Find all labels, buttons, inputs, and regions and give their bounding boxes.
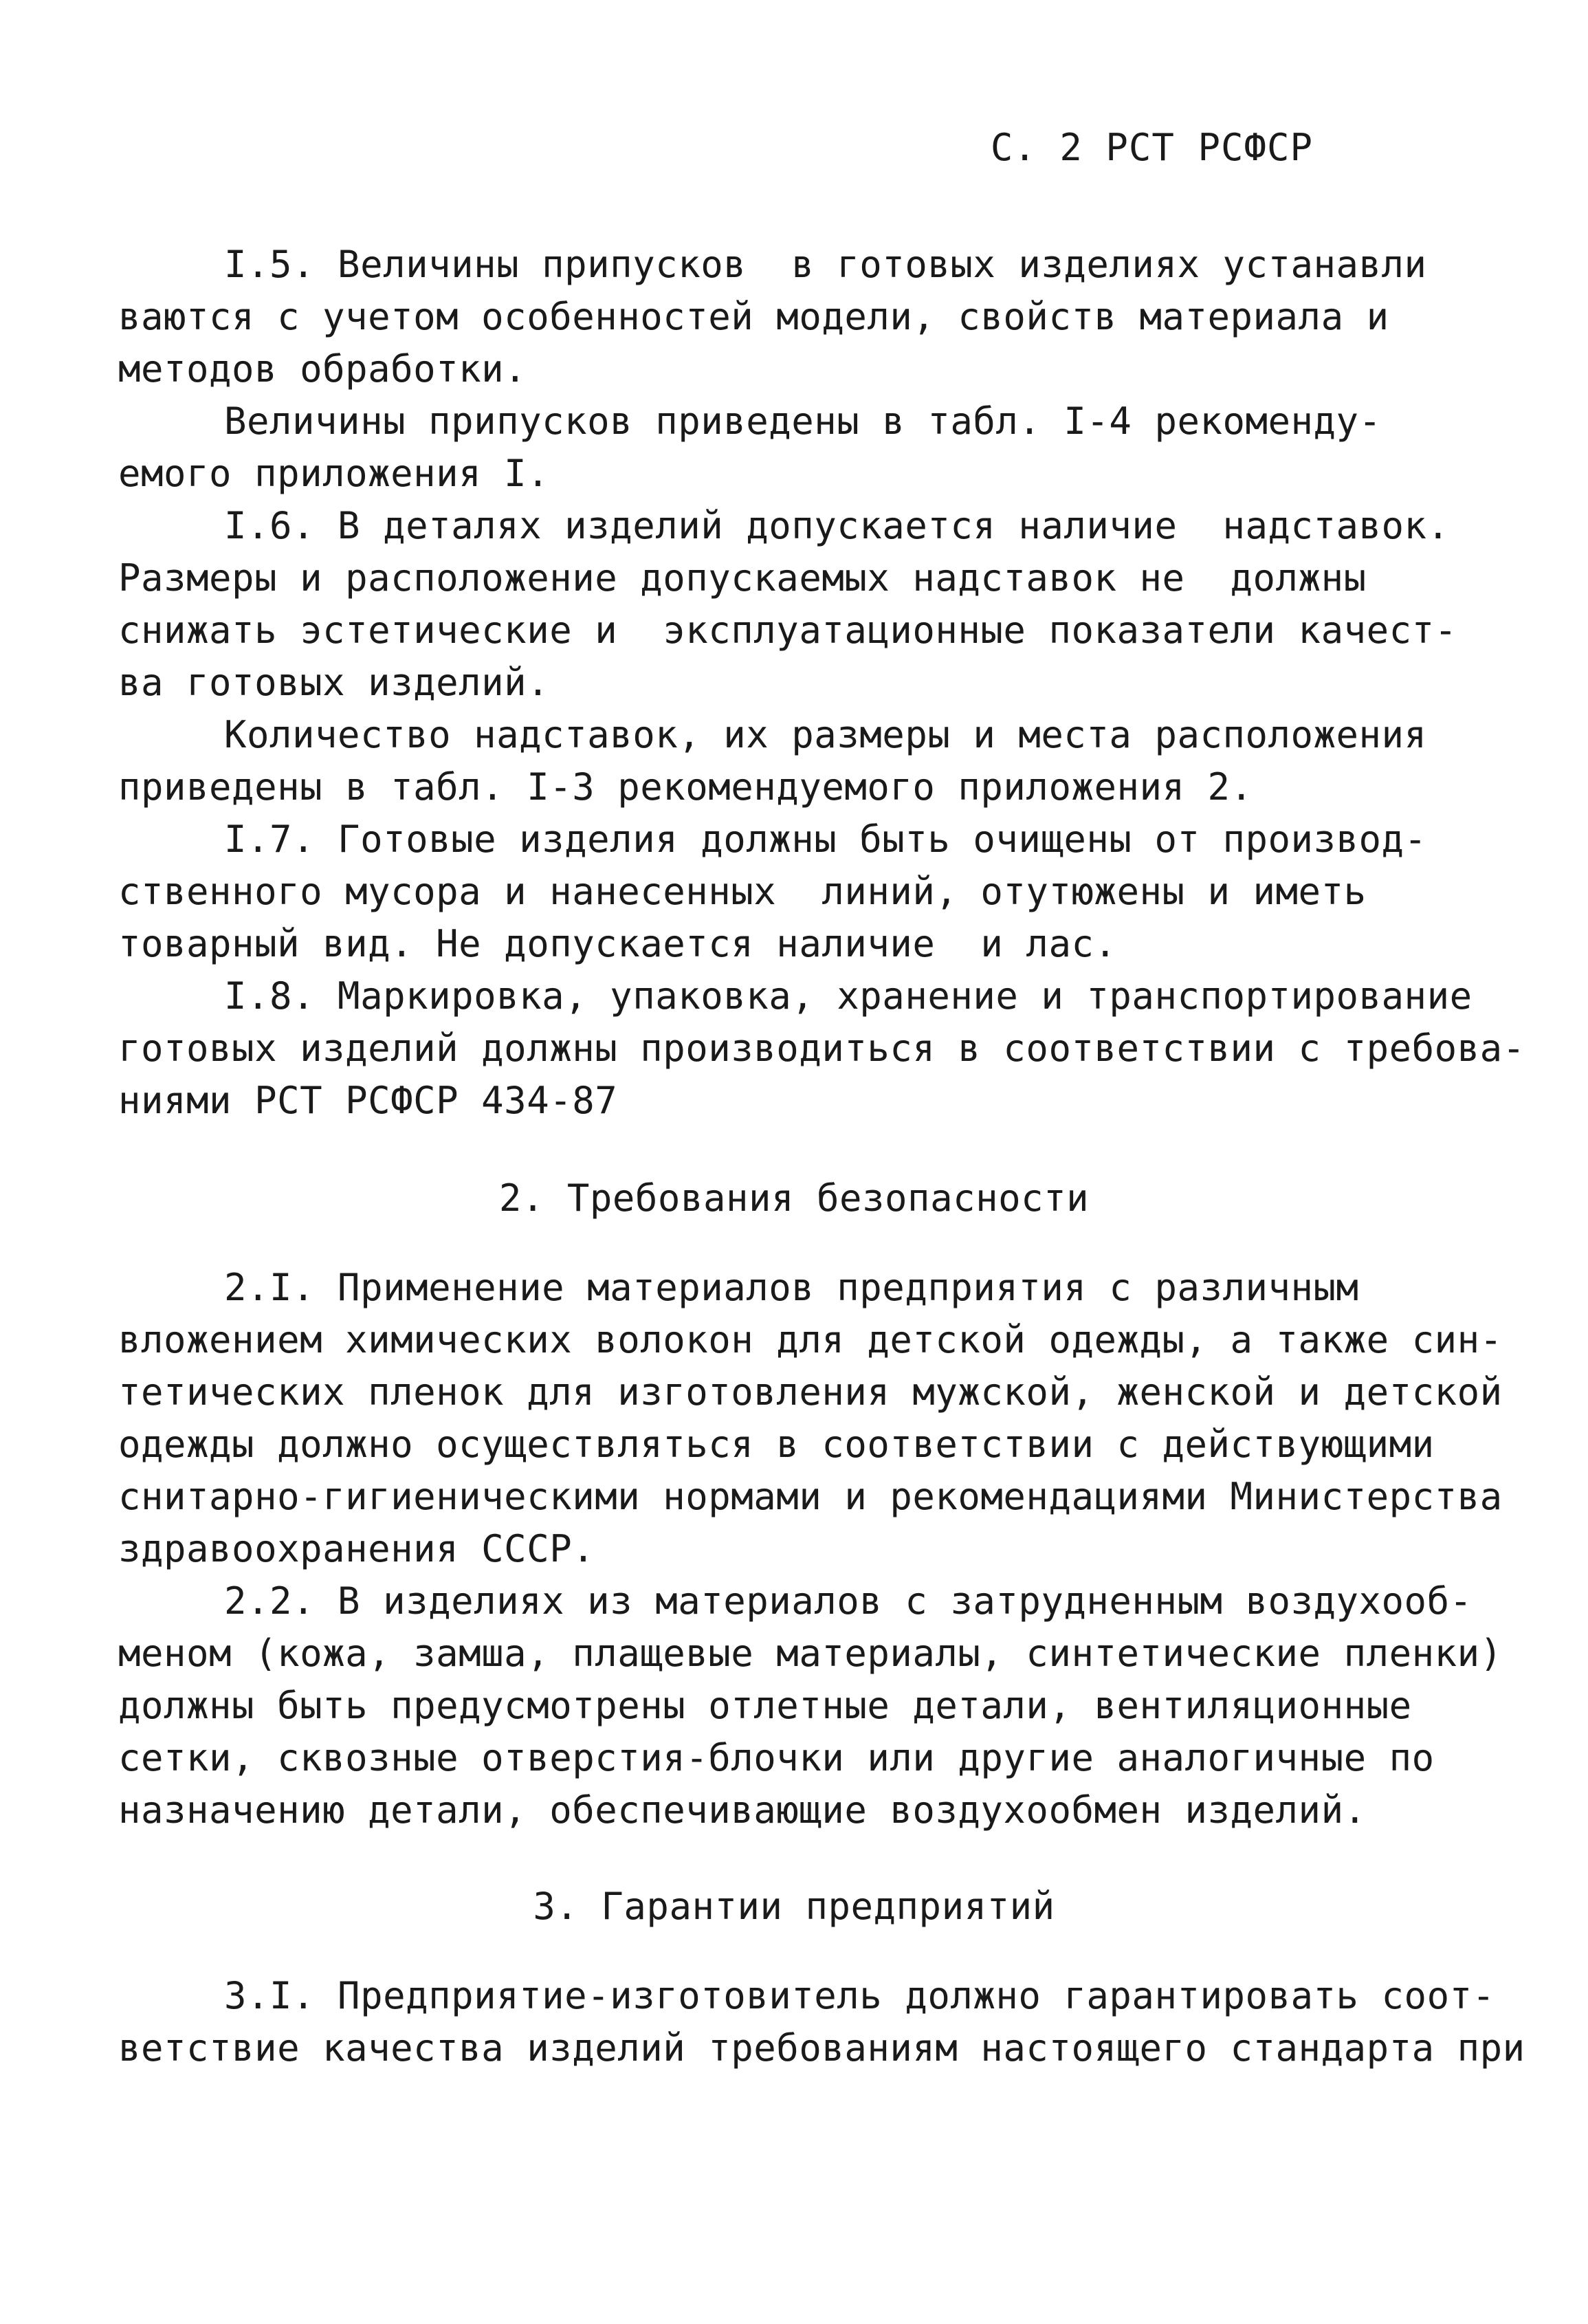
text-line: тетических пленок для изготовления мужской, женской и детской bbox=[118, 1370, 1503, 1414]
text-line: 2.I. Применение материалов предприятия с различным bbox=[224, 1266, 1359, 1309]
text-line: назначению детали, обеспечивающие воздухообмен изделий. bbox=[118, 1788, 1367, 1832]
section-heading: 3. Гарантии предприятий bbox=[533, 1885, 1055, 1928]
text-line: Количество надставок, их размеры и места расположения bbox=[224, 713, 1427, 756]
text-line: ва готовых изделий. bbox=[118, 661, 550, 704]
text-line: меном (кожа, замша, плащевые материалы, синтетические пленки) bbox=[118, 1632, 1503, 1675]
text-line: ваются с учетом особенностей модели, свойств материала и bbox=[118, 295, 1389, 338]
text-line: вложением химических волокон для детской одежды, а также син- bbox=[118, 1318, 1503, 1361]
text-line: одежды должно осуществляться в соответствии с действующими bbox=[118, 1423, 1435, 1466]
text-line: ветствие качества изделий требованиям настоящего стандарта при bbox=[118, 2026, 1525, 2070]
page-header: С. 2 РСТ РСФСР bbox=[990, 126, 1313, 169]
text-line: I.7. Готовые изделия должны быть очищены от производ- bbox=[224, 818, 1427, 861]
text-line: ственного мусора и нанесенных линий, отутюжены и иметь bbox=[118, 870, 1367, 913]
text-line: I.8. Маркировка, упаковка, хранение и транспортирование bbox=[224, 974, 1473, 1018]
text-line: снижать эстетические и эксплуатационные показатели качест- bbox=[118, 609, 1457, 652]
text-line: Размеры и расположение допускаемых надставок не должны bbox=[118, 556, 1367, 600]
section-heading: 2. Требования безопасности bbox=[498, 1176, 1090, 1220]
text-line: ниями РСТ РСФСР 434-87 bbox=[118, 1079, 618, 1122]
text-line: 2.2. В изделиях из материалов с затрудненным воздухооб- bbox=[224, 1579, 1473, 1623]
text-line: I.6. В деталях изделий допускается наличие надставок. bbox=[224, 504, 1450, 547]
text-line: методов обработки. bbox=[118, 347, 527, 391]
text-line: должны быть предусмотрены отлетные детали, вентиляционные bbox=[118, 1684, 1412, 1727]
text-line: готовых изделий должны производиться в соответствии с требова- bbox=[118, 1027, 1525, 1070]
text-line: емого приложения I. bbox=[118, 452, 550, 495]
text-line: товарный вид. Не допускается наличие и лас. bbox=[118, 922, 1117, 965]
text-line: I.5. Величины припусков в готовых изделиях устанавли bbox=[224, 243, 1427, 286]
text-line: снитарно-гигиеническими нормами и рекомендациями Министерства bbox=[118, 1475, 1503, 1518]
text-line: здравоохранения СССР. bbox=[118, 1527, 595, 1570]
text-line: приведены в табл. I-3 рекомендуемого приложения 2. bbox=[118, 765, 1253, 809]
text-line: 3.I. Предприятие-изготовитель должно гарантировать соот- bbox=[224, 1974, 1495, 2017]
text-line: сетки, сквозные отверстия-блочки или другие аналогичные по bbox=[118, 1736, 1435, 1779]
text-line: Величины припусков приведены в табл. I-4 рекоменду- bbox=[224, 399, 1382, 443]
